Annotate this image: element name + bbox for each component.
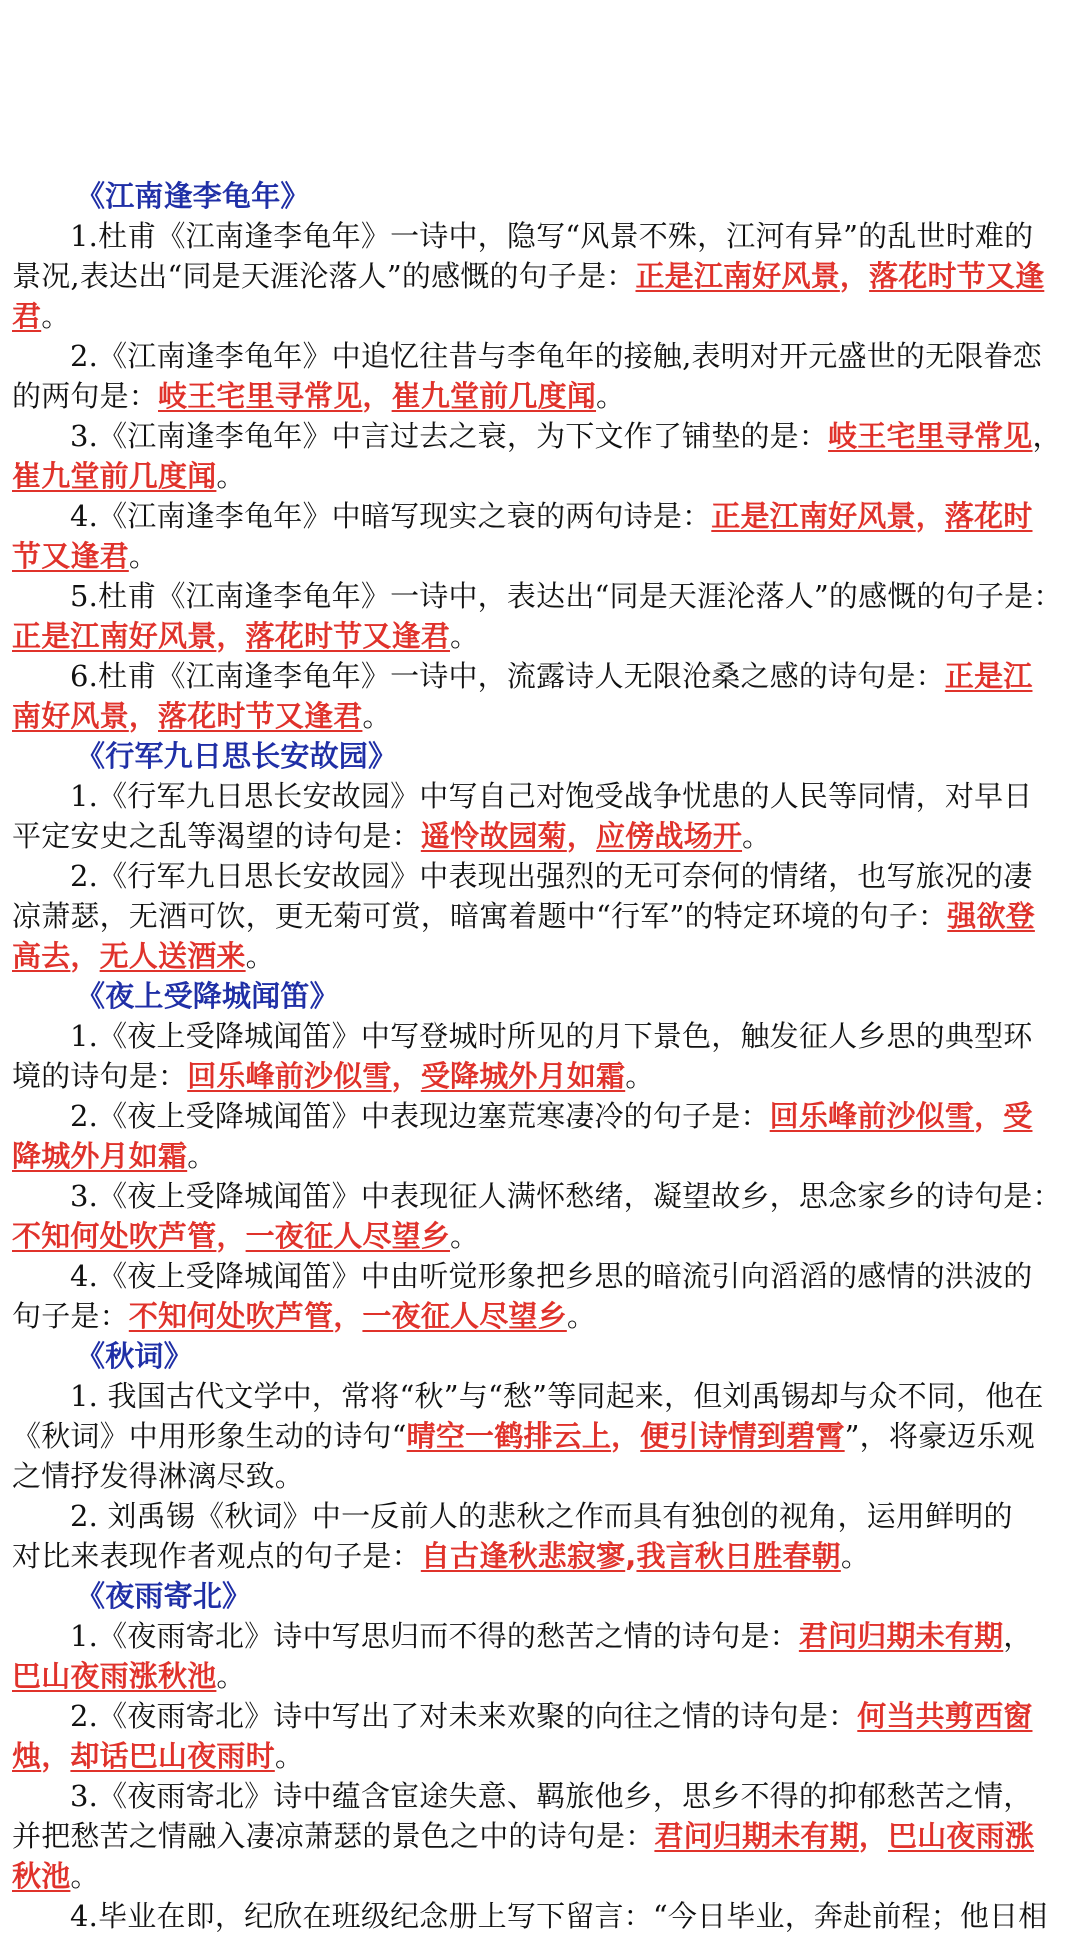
answer-separator: ， (70, 939, 100, 973)
text-line (12, 1056, 1070, 1096)
question-text: 6.杜甫《江南逢李龟年》一诗中，流露诗人无限沧桑之感的诗句是： (70, 659, 945, 693)
text-line (12, 1416, 1070, 1456)
answer-highlight: 崔九堂前几度闻 (391, 379, 597, 413)
answer-highlight: 不知何处吹芦管 (128, 1299, 334, 1333)
answer-highlight: 南好风景 (12, 699, 129, 733)
answer-highlight: 回乐峰前沙似雪 (187, 1059, 392, 1093)
answer-highlight: 落花时节又逢君 (245, 619, 451, 653)
question-text: 1.杜甫《江南逢李龟年》一诗中，隐写“风景不殊，江河有异”的乱世时难的 (70, 219, 1034, 253)
question-text: 4.《江南逢李龟年》中暗写现实之衰的两句诗是： (70, 499, 712, 533)
question-text: 4.毕业在即，纪欣在班级纪念册上写下留言：“今日毕业，奔赴前程；他日相 (70, 1899, 1048, 1933)
answer-highlight: 落花时 (944, 499, 1033, 533)
question-text: 。 (41, 299, 71, 333)
answer-separator: , (625, 1539, 637, 1573)
answer-highlight: 我言秋日胜春朝 (636, 1539, 841, 1573)
question-text: 1. 我国古代文学中，常将“秋”与“愁”等同起来，但刘禹锡却与众不同，他在 (70, 1379, 1044, 1413)
question-text: 。 (216, 459, 246, 493)
section-title: 《江南逢李龟年》 (76, 179, 310, 213)
question-text: ， (1003, 1619, 1033, 1653)
question-text: 。 (625, 1059, 655, 1093)
text-line (12, 1616, 1070, 1656)
text-line (12, 1016, 1070, 1056)
answer-highlight: 君问归期未有期 (654, 1819, 859, 1853)
question-text: 。 (187, 1139, 217, 1173)
question-text: 。 (216, 1659, 246, 1693)
answer-highlight: 自古逢秋悲寂寥 (420, 1539, 626, 1573)
answer-highlight: 巴山夜雨涨秋池 (12, 1659, 217, 1693)
question-text: 句子是： (12, 1299, 129, 1333)
text-line (12, 1776, 1070, 1816)
answer-highlight: 节又逢君 (12, 539, 129, 573)
text-line (12, 776, 1070, 816)
section-title: 《秋词》 (76, 1339, 193, 1373)
text-line (12, 696, 1070, 736)
question-text: 。 (362, 699, 392, 733)
question-text: 4.《夜上受降城闻笛》中由听觉形象把乡思的暗流引向滔滔的感情的洪波的 (70, 1259, 1033, 1293)
question-text: ， (1032, 419, 1062, 453)
answer-highlight: 便引诗情到碧霄 (640, 1419, 845, 1453)
question-text: 3.《夜雨寄北》诗中蕴含宦途失意、羁旅他乡，思乡不得的抑郁愁苦之情， (70, 1779, 1033, 1813)
text-line (12, 1376, 1070, 1416)
question-text: 。 (245, 939, 275, 973)
question-text: 。 (450, 1219, 480, 1253)
text-line (12, 1896, 1070, 1936)
question-text: 。 (274, 1739, 305, 1773)
text-line (12, 1216, 1070, 1256)
question-text: 1.《夜上受降城闻笛》中写登城时所见的月下景色，触发征人乡思的典型环 (70, 1019, 1033, 1053)
text-line (12, 1736, 1070, 1776)
answer-highlight: 正是江 (944, 659, 1033, 693)
answer-highlight: 岐王宅里寻常见 (828, 419, 1033, 453)
text-line (12, 1256, 1070, 1296)
answer-highlight: 受 (1003, 1099, 1033, 1133)
answer-highlight: 受降城外月如霜 (420, 1059, 626, 1093)
question-text: 凉萧瑟，无酒可饮，更无菊可赏，暗寓着题中“行军”的特定环境的句子： (12, 899, 948, 933)
answer-separator: ， (216, 1219, 246, 1253)
question-text: 2.《行军九日思长安故园》中表现出强烈的无可奈何的情绪，也写旅况的凄 (70, 859, 1033, 893)
text-line (12, 1096, 1070, 1136)
text-line (12, 816, 1070, 856)
text-line (12, 1856, 1070, 1896)
answer-separator: ， (858, 1819, 889, 1853)
text-line (12, 1296, 1070, 1336)
section-title: 《夜上受降城闻笛》 (76, 979, 339, 1013)
answer-highlight: 晴空一鹤排云上 (406, 1419, 612, 1453)
text-line (12, 216, 1070, 256)
answer-highlight: 落花时节又逢 (869, 259, 1045, 293)
text-line (12, 1696, 1070, 1736)
answer-separator: ， (611, 1419, 641, 1453)
answer-highlight: 回乐峰前沙似雪 (769, 1099, 975, 1133)
answer-highlight: 应傍战场开 (596, 819, 743, 853)
question-text: 。 (128, 539, 159, 573)
text-line (12, 296, 1070, 336)
question-text: 。 (70, 1859, 100, 1893)
answer-highlight: 正是江南好风景 (711, 499, 916, 533)
section-title: 《夜雨寄北》 (76, 1579, 252, 1613)
question-text: 2.《夜上受降城闻笛》中表现边塞荒寒凄冷的句子是： (70, 1099, 770, 1133)
answer-highlight: 遥怜故园菊 (420, 819, 567, 853)
answer-highlight: 一夜征人尽望乡 (362, 1299, 567, 1333)
answer-separator: ， (566, 819, 597, 853)
question-text: 境的诗句是： (12, 1059, 188, 1093)
text-line (12, 1456, 1070, 1496)
question-text: 并把愁苦之情融入凄凉萧瑟的景色之中的诗句是： (12, 1819, 655, 1853)
answer-highlight: 秋池 (12, 1859, 71, 1893)
question-text: 景况,表达出“同是天涯沦落人”的感慨的句子是： (12, 259, 636, 293)
answer-separator: ， (362, 379, 392, 413)
text-line (12, 896, 1070, 936)
text-line (12, 376, 1070, 416)
answer-highlight: 岐王宅里寻常见 (158, 379, 363, 413)
answer-highlight: 一夜征人尽望乡 (245, 1219, 451, 1253)
answer-highlight: 不知何处吹芦管 (12, 1219, 217, 1253)
text-line (12, 616, 1070, 656)
question-text: 。 (450, 619, 480, 653)
text-line (12, 856, 1070, 896)
question-text: 。 (742, 819, 772, 853)
answer-highlight: 却话巴山夜雨时 (70, 1739, 275, 1773)
answer-separator: ， (41, 1739, 71, 1773)
text-line (12, 496, 1070, 536)
answer-highlight: 无人送酒来 (99, 939, 246, 973)
answer-highlight: 强欲登 (947, 899, 1035, 933)
poem-study-notes (12, 176, 1070, 1936)
question-text: 1.《行军九日思长安故园》中写自己对饱受战争忧患的人民等同情，对早日 (70, 779, 1033, 813)
answer-highlight: 降城外月如霜 (12, 1139, 188, 1173)
answer-highlight: 正是江南好风景 (635, 259, 840, 293)
text-line (12, 576, 1070, 616)
answer-separator: ， (333, 1299, 363, 1333)
question-text: 对比来表现作者观点的句子是： (12, 1539, 421, 1573)
question-text: 平定安史之乱等渴望的诗句是： (12, 819, 421, 853)
text-line (12, 1496, 1070, 1536)
answer-separator: ， (391, 1059, 421, 1093)
question-text: 1.《夜雨寄北》诗中写思归而不得的愁苦之情的诗句是： (70, 1619, 799, 1653)
answer-separator: ， (839, 259, 870, 293)
text-line (12, 416, 1070, 456)
answer-highlight: 何当共剪西窗 (857, 1699, 1033, 1733)
text-line (12, 1816, 1070, 1856)
text-line (12, 1136, 1070, 1176)
question-text: ”，将豪迈乐观 (844, 1419, 1035, 1453)
text-line (12, 256, 1070, 296)
question-text: 《秋词》中用形象生动的诗句“ (12, 1419, 407, 1453)
text-line (12, 936, 1070, 976)
text-line (12, 1536, 1070, 1576)
text-line (12, 536, 1070, 576)
text-line (12, 656, 1070, 696)
question-text: 2.《江南逢李龟年》中追忆往昔与李龟年的接触,表明对开元盛世的无限眷恋 (70, 339, 1042, 373)
question-text: 。 (840, 1539, 871, 1573)
answer-separator: ， (128, 699, 159, 733)
text-line (12, 336, 1070, 376)
answer-highlight: 崔九堂前几度闻 (12, 459, 217, 493)
answer-separator: ， (915, 499, 945, 533)
question-text: 的两句是： (12, 379, 159, 413)
question-text: 2.《夜雨寄北》诗中写出了对未来欢聚的向往之情的诗句是： (70, 1699, 858, 1733)
answer-highlight: 君问归期未有期 (798, 1619, 1004, 1653)
question-text: 。 (596, 379, 626, 413)
answer-highlight: 落花时节又逢君 (158, 699, 363, 733)
question-text: 。 (566, 1299, 597, 1333)
answer-highlight: 高去 (12, 939, 71, 973)
answer-separator: ， (974, 1099, 1004, 1133)
question-text: 之情抒发得淋漓尽致。 (12, 1459, 305, 1493)
question-text: 3.《夜上受降城闻笛》中表现征人满怀愁绪，凝望故乡，思念家乡的诗句是： (70, 1179, 1062, 1213)
question-text: 2. 刘禹锡《秋词》中一反前人的悲秋之作而具有独创的视角，运用鲜明的 (70, 1499, 1013, 1533)
text-line (12, 456, 1070, 496)
text-line (12, 1176, 1070, 1216)
answer-highlight: 君 (12, 299, 42, 333)
text-line (12, 1656, 1070, 1696)
answer-highlight: 巴山夜雨涨 (888, 1819, 1035, 1853)
answer-highlight: 烛 (12, 1739, 42, 1773)
question-text: 5.杜甫《江南逢李龟年》一诗中，表达出“同是天涯沦落人”的感慨的句子是： (70, 579, 1063, 613)
question-text: 3.《江南逢李龟年》中言过去之衰，为下文作了铺垫的是： (70, 419, 829, 453)
answer-separator: ， (216, 619, 246, 653)
section-title: 《行军九日思长安故园》 (76, 739, 398, 773)
answer-highlight: 正是江南好风景 (12, 619, 217, 653)
